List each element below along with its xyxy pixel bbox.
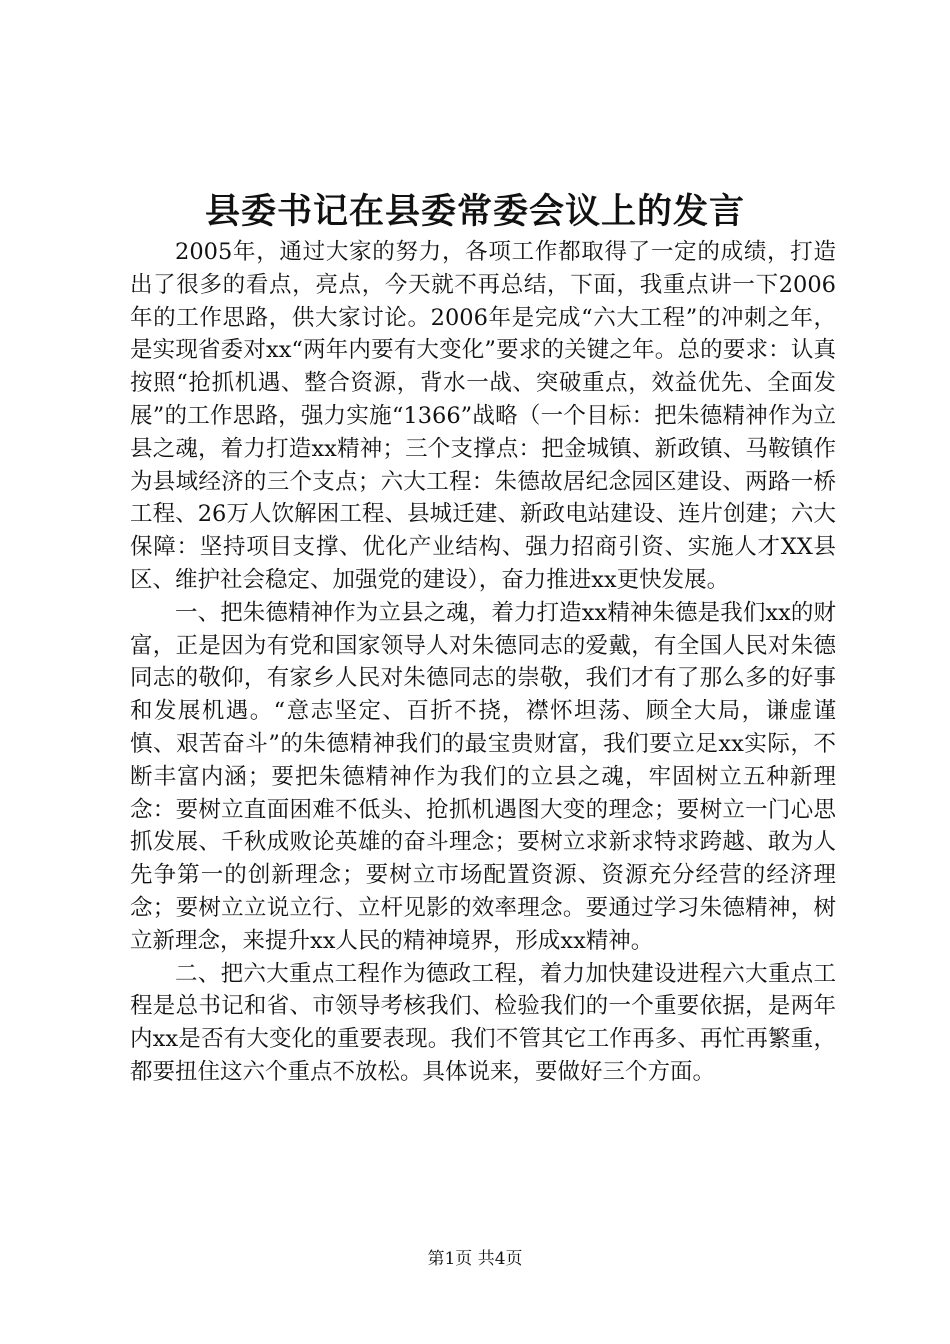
document-title: 县委书记在县委常委会议上的发言: [204, 191, 745, 232]
page-number-footer: 第1页 共4页: [427, 1249, 523, 1269]
paragraph-intro: 2005年，通过大家的努力，各项工作都取得了一定的成绩，打造出了很多的看点，亮点，今天就不再总结，下面，我重点讲一下2006年的工作思路，供大家讨论。2006年是完成“六大工程”的冲刺之年，是实现省委对xx“两年内要有大变化”要求的关键之年。总的要求：认真按照“抢抓机遇、整合资源，背水一战、突破重点，效益优先、全面发展”的工作思路，强力实施“1366”战略（一个目标：把朱德精神作为立县之魂，着力打造xx精神；三个支撑点：把金城镇、新政镇、马鞍镇作为县域经济的三个支点；六大工程：朱德故居纪念园区建设、两路一桥工程、26万人饮解困工程、县城迁建、新政电站建设、连片创建；六大保障：坚持项目支撑、优化产业结构、强力招商引资、实施人才XX县区、维护社会稳定、加强党的建设），奋力推进xx更快发展。: [130, 239, 836, 593]
document-body: [130, 236, 836, 1089]
paragraph-section-one: 一、把朱德精神作为立县之魂，着力打造xx精神朱德是我们xx的财富，正是因为有党和国家领导人对朱德同志的爱戴，有全国人民对朱德同志的敬仰，有家乡人民对朱德同志的崇敬，我们才有了那么多的好事和发展机遇。“意志坚定、百折不挠，襟怀坦荡、顾全大局，谦虚谨慎、艰苦奋斗”的朱德精神我们的最宝贵财富，我们要立足xx实际，不断丰富内涵；要把朱德精神作为我们的立县之魂，牢固树立五种新理念：要树立直面困难不低头、抢抓机遇图大变的理念；要树立一门心思抓发展、千秋成败论英雄的奋斗理念；要树立求新求特求跨越、敢为人先争第一的创新理念；要树立市场配置资源、资源充分经营的经济理念；要树立立说立行、立杆见影的效率理念。要通过学习朱德精神，树立新理念，来提升xx人民的精神境界，形成xx精神。: [130, 599, 836, 954]
paragraph-section-two: 二、把六大重点工程作为德政工程，着力加快建设进程六大重点工程是总书记和省、市领导考核我们、检验我们的一个重要依据，是两年内xx是否有大变化的重要表现。我们不管其它工作再多、再忙再繁重，都要扭住这六个重点不放松。具体说来，要做好三个方面。: [130, 960, 836, 1085]
